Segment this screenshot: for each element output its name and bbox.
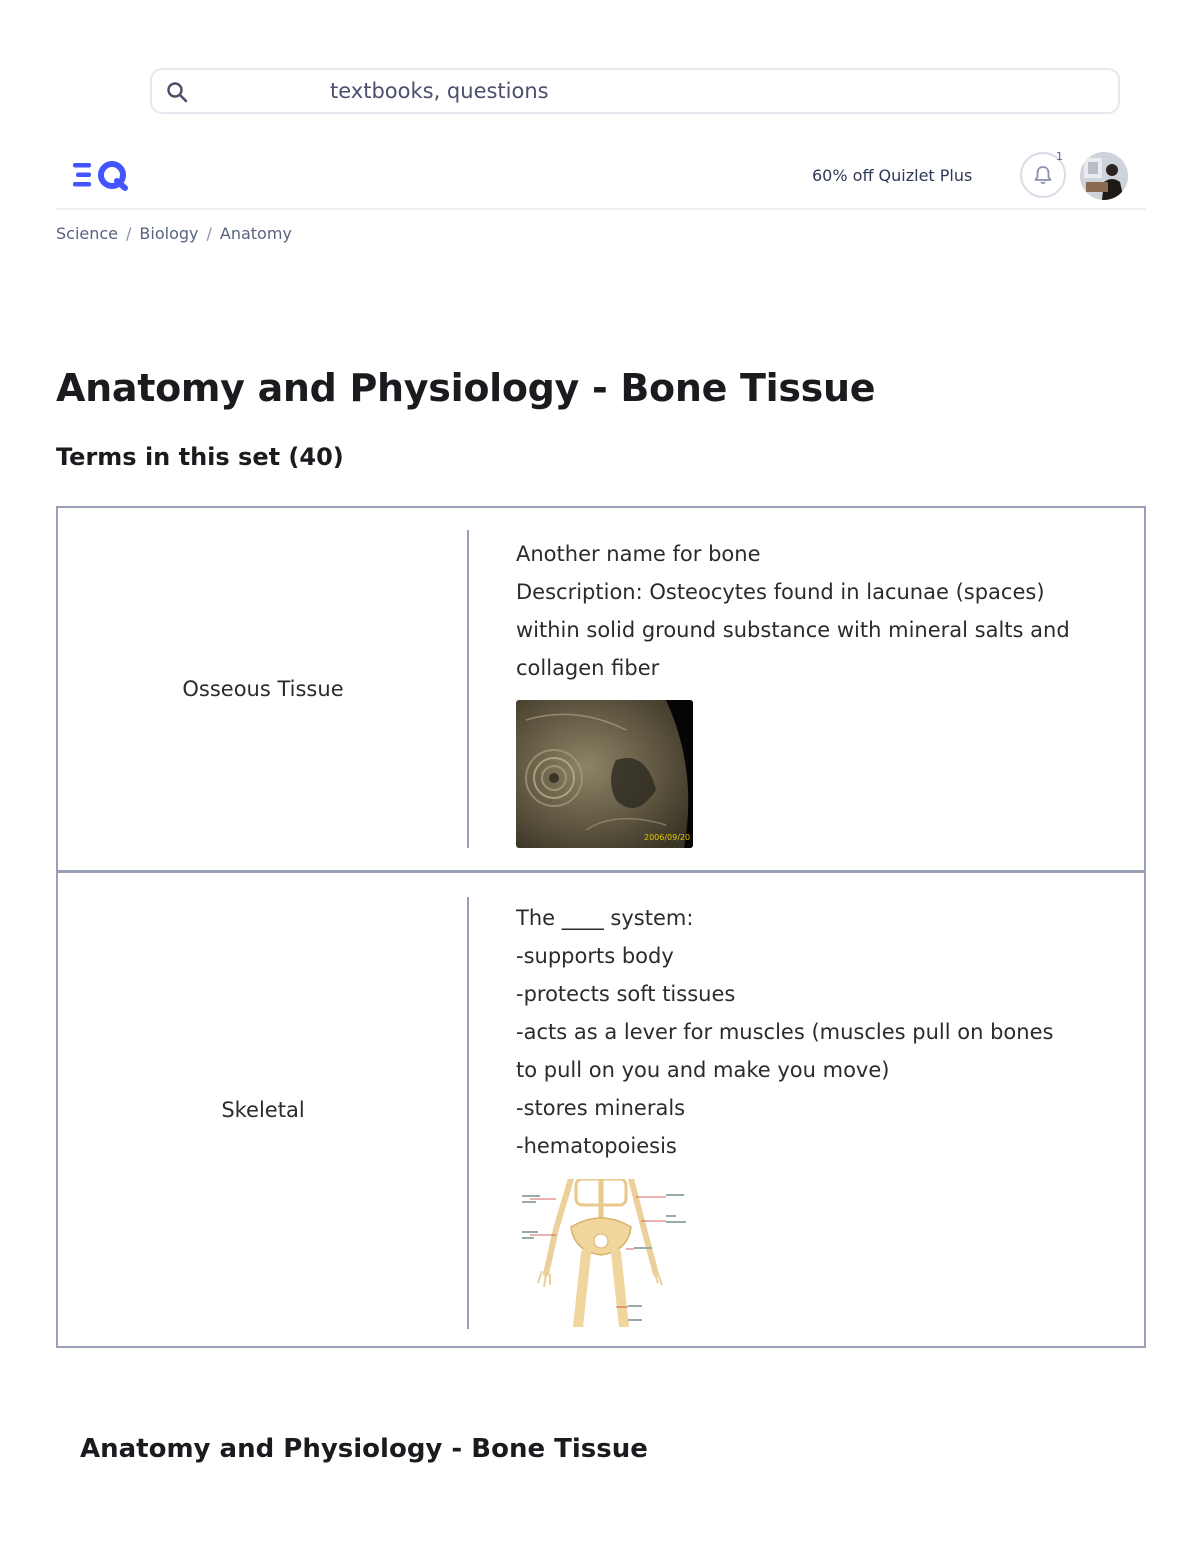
image-stamp: 2006/09/20 [644,833,691,842]
term-text: Osseous Tissue [182,677,344,701]
breadcrumb-separator: / [126,224,132,243]
definition-text [516,899,1116,1165]
term-card [58,870,1144,1346]
term-text: Skeletal [221,1097,305,1122]
definition-line: -acts as a lever for muscles (muscles pull on bones [516,1020,1054,1044]
terms-table [56,506,1146,1348]
definition-line: to pull on you and make you move) [516,1058,890,1082]
header-divider [56,208,1146,210]
notification-count-badge: 1 [1056,150,1063,163]
user-avatar[interactable] [1080,152,1128,200]
upgrade-promo-link[interactable]: 60% off Quizlet Plus [812,166,973,185]
definition-line: -protects soft tissues [516,982,736,1006]
footer-set-title: Anatomy and Physiology - Bone Tissue [80,1434,648,1464]
definition-line: within solid ground substance with mineral salts and [516,618,1070,642]
definition-line: Another name for bone [516,542,761,566]
definition-line: -stores minerals [516,1096,686,1120]
definition-text [516,535,1116,687]
breadcrumb-separator: / [206,224,212,243]
breadcrumb-biology[interactable]: Biology [139,224,199,243]
term-card [58,508,1144,870]
definition-line: -supports body [516,944,674,968]
skeleton-diagram[interactable] [516,1179,693,1327]
quizlet-logo[interactable] [70,156,132,194]
avatar-photo [1080,152,1128,200]
definition-line: -hematopoiesis [516,1134,677,1158]
bell-icon [1032,164,1054,186]
breadcrumb-science[interactable]: Science [56,224,119,243]
osseous-tissue-micrograph[interactable] [516,700,693,848]
card-divider [467,897,469,1329]
definition-line: Description: Osteocytes found in lacunae (spaces) [516,580,1045,604]
page-title: Anatomy and Physiology - Bone Tissue [56,366,876,410]
breadcrumb [56,224,292,243]
search-placeholder: textbooks, questions [330,79,549,103]
definition-line: collagen fiber [516,656,660,680]
terms-heading: Terms in this set (40) [56,443,344,471]
definition-line: The ____ system: [516,906,694,930]
card-divider [467,530,469,848]
breadcrumb-anatomy[interactable]: Anatomy [219,224,292,243]
